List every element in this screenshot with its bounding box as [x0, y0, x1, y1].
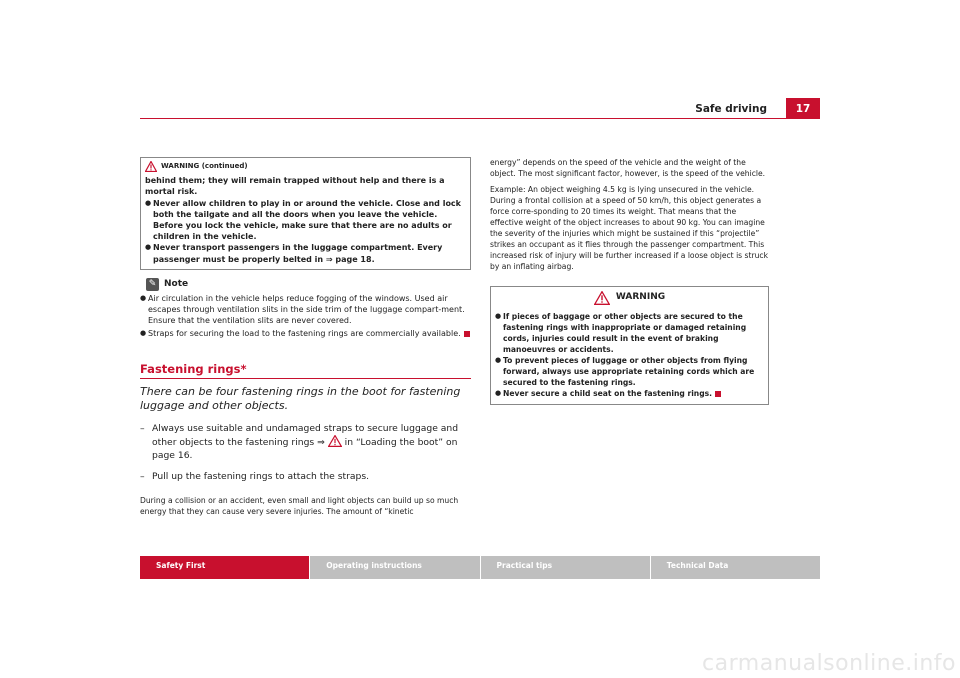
header-rule [140, 118, 820, 119]
instruction-step: – Pull up the fastening rings to attach the straps. [140, 470, 370, 482]
page-number: 17 [786, 98, 820, 118]
note-section [140, 278, 471, 340]
note-bullet: ● Air circulation in the vehicle helps reduce fogging of the windows. Used air escapes through ventilation slits in the side trim of the luggage compart-ment. Ensure that the ventilation slits are never covered. [140, 293, 465, 326]
warning-bullet: ● If pieces of baggage or other objects are secured to the fastening rings with inappropriate or damaged retaining cords, injuries could result in the event of braking manoeuvres or accidents. [495, 312, 747, 354]
warning-triangle-icon [594, 291, 610, 305]
section-title: Fastening rings* [140, 361, 247, 376]
watermark: carmanualsonline.info [702, 651, 956, 676]
section-lead: There can be four fastening rings in the boot for fastening luggage and other objects. [140, 384, 461, 413]
tab-operating-instructions[interactable]: Operating instructions [310, 556, 479, 579]
note-heading [146, 278, 471, 291]
warning-continued-label: WARNING (continued) [161, 162, 248, 170]
warning-bullet: ● Never allow children to play in or around the vehicle. Close and lock both the tailgate and all the doors when you leave the vehicle. Before you lock the vehicle, make sure that there are no adults or children in the vehicle. [145, 198, 461, 242]
warning-bullet: ● Never transport passengers in the luggage compartment. Every passenger must be properly belted in ⇒ page 18. [145, 243, 443, 264]
end-of-section-icon [464, 331, 470, 337]
tab-technical-data[interactable]: Technical Data [651, 556, 820, 579]
warning-triangle-icon [145, 161, 157, 172]
warning-continued-box [140, 157, 471, 270]
right-column [490, 157, 769, 405]
footer-tabs [140, 556, 820, 579]
end-of-section-icon [715, 391, 721, 397]
note-bullet: ● Straps for securing the load to the fastening rings are commercially available. [140, 328, 471, 339]
note-heading-label: Note [164, 278, 189, 289]
left-column [140, 157, 471, 517]
warning-heading [495, 291, 764, 305]
warning-triangle-icon [328, 435, 342, 447]
page-header-title: Safe driving [695, 103, 767, 115]
body-paragraph: During a collision or an accident, even small and light objects can build up so much energy that they can cause very severe injuries. The amount of “kinetic [140, 495, 459, 516]
body-paragraph: energy” depends on the speed of the vehicle and the weight of the object. The most significant factor, however, is the speed of the vehicle. [490, 158, 766, 178]
warning-continued-heading [145, 161, 466, 172]
tab-practical-tips[interactable]: Practical tips [481, 556, 650, 579]
warning-bullet: ● To prevent pieces of luggage or other objects from flying forward, always use appropriate retaining cords which are secured to the fastening rings. [495, 356, 755, 387]
warning-intro-text: behind them; they will remain trapped without help and there is a mortal risk. [145, 176, 445, 197]
note-icon: ✎ [146, 278, 159, 291]
instruction-step: – Always use suitable and undamaged straps to secure luggage and other objects to the fastening rings ⇒ in “Loading the boot” on page 16. [140, 422, 459, 461]
warning-heading-label: WARNING [615, 292, 666, 303]
tab-safety-first[interactable]: Safety First [140, 556, 309, 579]
section-rule [140, 378, 471, 379]
warning-box [490, 286, 769, 405]
warning-bullet: ● Never secure a child seat on the fastening rings. [495, 388, 764, 399]
body-paragraph: Example: An object weighing 4.5 kg is lying unsecured in the vehicle. During a frontal collision at a speed of 50 km/h, this object generates a force corre-sponding to 20 times its weight. That means that the effective weight of the object increases to about 90 kg. You can imagine the severity of the injuries which might be sustained if this “projectile” strikes an occupant as it flies through the passenger compartment. This increased risk of injury will be further increased if a loose object is struck by an inflating airbag. [490, 185, 768, 271]
